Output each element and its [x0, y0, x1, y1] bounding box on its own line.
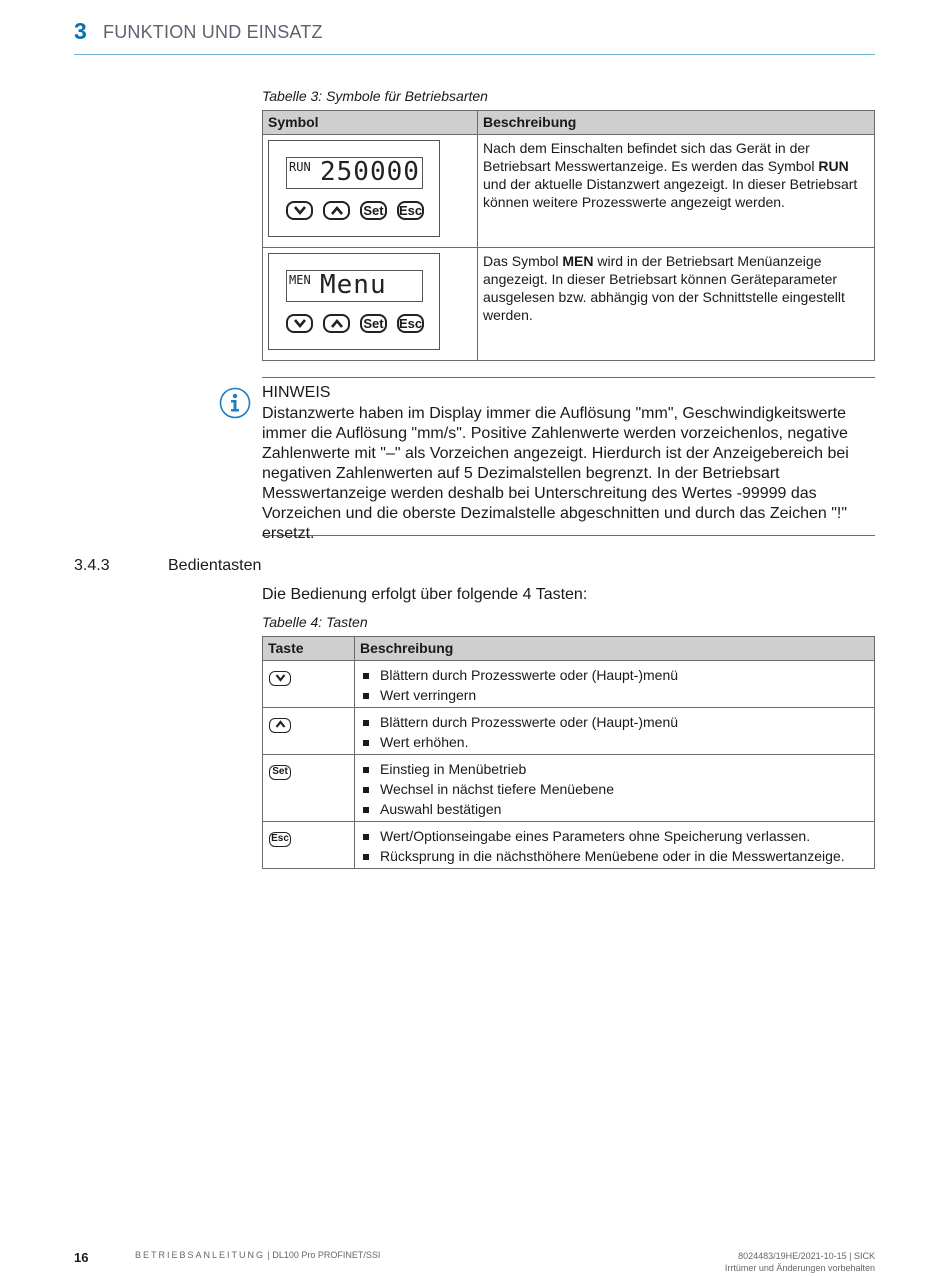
list-item: Wechsel in nächst tiefere Menüebene — [360, 779, 869, 799]
up-arrow-key-icon — [323, 314, 350, 333]
lcd-symbol: RUN — [289, 160, 311, 174]
set-key-icon: Set — [269, 765, 291, 780]
list-item: Blättern durch Prozesswerte oder (Haupt-)menü — [360, 665, 869, 685]
col-key: Taste — [263, 637, 355, 661]
list-item: Einstieg in Menübetrieb — [360, 759, 869, 779]
lcd-screen — [286, 270, 423, 302]
device-display-menu — [268, 253, 440, 350]
keys-table — [262, 636, 875, 869]
lcd-value: Menu — [320, 270, 387, 300]
section-title: Bedientasten — [168, 557, 262, 574]
set-key-icon: Set — [360, 314, 387, 333]
list-item: Blättern durch Prozesswerte oder (Haupt-)menü — [360, 712, 869, 732]
run-description: Nach dem Einschalten befindet sich das Gerät in der Betriebsart Messwertanzeige. Es werden das Symbol RUN und der aktuelle Distanzwert angezeigt. In dieser Betriebsart können weitere Prozesswerte angezeigt werden. — [478, 135, 875, 248]
table-row — [263, 135, 875, 248]
footer-document-title: BETRIEBSANLEITUNG | DL100 Pro PROFINET/SSI — [135, 1250, 381, 1260]
note-text: Distanzwerte haben im Display immer die Auflösung "mm", Geschwindigkeitswerte immer die Auflösung "mm/s". Positive Zahlenwerte werden vorzeichenlos, negative Zahlenwerte mit "–" als Vorzeichen angezeigt. Hierdurch ist der Anzeigebereich bei negativen Zahlenwerten auf 5 Dezimalstellen begrenzt. In der Betriebsart Messwertanzeige werden deshalb bei Unterschreitung des Wertes -99999 das Vorzeichen und die oberste Dezimalstelle abgeschnitten und durch das Zeichen "!" ersetzt. — [262, 405, 849, 542]
lcd-symbol: MEN — [289, 273, 311, 287]
chapter-title: FUNKTION UND EINSATZ — [103, 22, 323, 42]
table-row — [263, 248, 875, 361]
down-arrow-key-icon — [286, 314, 313, 333]
table-row — [263, 822, 875, 869]
esc-key-icon: Esc — [269, 832, 291, 847]
table-row — [263, 755, 875, 822]
page-number: 16 — [74, 1250, 89, 1265]
menu-description: Das Symbol MEN wird in der Betriebsart Menüanzeige angezeigt. In dieser Betriebsart können Geräteparameter ausgelesen bzw. abhängig von der Schnittstelle eingestellt werden. — [478, 248, 875, 361]
table-row — [263, 708, 875, 755]
note-box — [262, 377, 875, 542]
list-item: Rücksprung in die nächsthöhere Menüebene oder in die Messwertanzeige. — [360, 846, 869, 866]
list-item: Auswahl bestätigen — [360, 799, 869, 819]
device-display-run — [268, 140, 440, 237]
table4-caption: Tabelle 4: Tasten — [262, 614, 368, 630]
col-description: Beschreibung — [355, 637, 875, 661]
esc-key-icon: Esc — [399, 203, 423, 218]
footer-document-id: 8024483/19HE/2021-10-15 | SICK Irrtümer und Änderungen vorbehalten — [724, 1251, 875, 1273]
chapter-number: 3 — [74, 18, 87, 44]
list-item: Wert verringern — [360, 685, 869, 705]
table3-caption: Tabelle 3: Symbole für Betriebsarten — [262, 88, 488, 104]
up-arrow-key-icon — [323, 201, 350, 220]
list-item: Wert/Optionseingabe eines Parameters ohne Speicherung verlassen. — [360, 826, 869, 846]
page-header — [74, 16, 875, 55]
note-title: HINWEIS — [262, 384, 331, 401]
col-description: Beschreibung — [478, 111, 875, 135]
operating-modes-table — [262, 110, 875, 361]
lcd-value: 250000 — [320, 157, 420, 187]
info-icon — [219, 387, 251, 424]
esc-key-icon: Esc — [399, 316, 423, 331]
section-number: 3.4.3 — [74, 557, 110, 574]
down-arrow-key-icon — [286, 201, 313, 220]
down-arrow-key-icon — [269, 671, 291, 686]
section-intro: Die Bedienung erfolgt über folgende 4 Tasten: — [262, 586, 588, 603]
up-arrow-key-icon — [269, 718, 291, 733]
col-symbol: Symbol — [263, 111, 478, 135]
list-item: Wert erhöhen. — [360, 732, 869, 752]
lcd-screen — [286, 157, 423, 189]
table-row — [263, 661, 875, 708]
set-key-icon: Set — [360, 201, 387, 220]
